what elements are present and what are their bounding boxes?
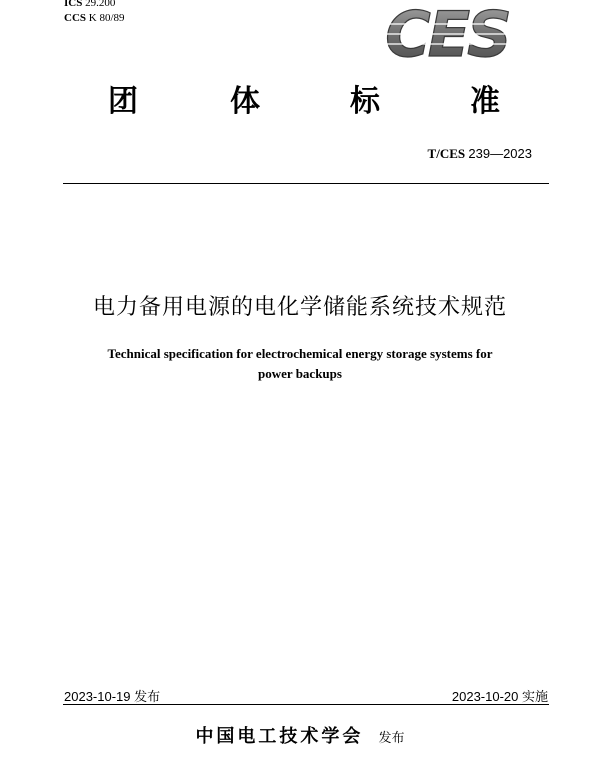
issue-date: 2023-10-19 发布 xyxy=(64,689,161,704)
svg-text:CES: CES xyxy=(385,2,509,64)
bottom-divider xyxy=(63,704,549,705)
standard-number: T/CES 239—2023 xyxy=(427,146,532,161)
classification-codes xyxy=(64,0,125,26)
std-type-char: 准 xyxy=(470,84,500,119)
ces-logo xyxy=(376,2,518,64)
publisher-action: 发布 xyxy=(378,731,405,746)
title-english-line2: power backups xyxy=(258,366,342,381)
std-type-char: 标 xyxy=(350,84,380,119)
publisher-org: 中国电工技术学会 xyxy=(195,726,364,747)
publisher xyxy=(0,722,600,748)
std-type-char: 体 xyxy=(230,84,260,119)
title-english xyxy=(80,344,520,384)
title-english-line1: Technical specification for electrochemical energy storage systems for xyxy=(107,346,493,361)
ccs-code: CCS K 80/89 xyxy=(64,12,125,24)
top-divider xyxy=(63,183,549,184)
implementation-date: 2023-10-20 实施 xyxy=(451,689,548,704)
title-chinese: 电力备用电源的电化学储能系统技术规范 xyxy=(92,295,507,320)
standard-type-heading xyxy=(0,76,600,119)
std-type-char: 团 xyxy=(108,84,138,119)
ics-code: ICS 29.200 xyxy=(64,0,116,9)
